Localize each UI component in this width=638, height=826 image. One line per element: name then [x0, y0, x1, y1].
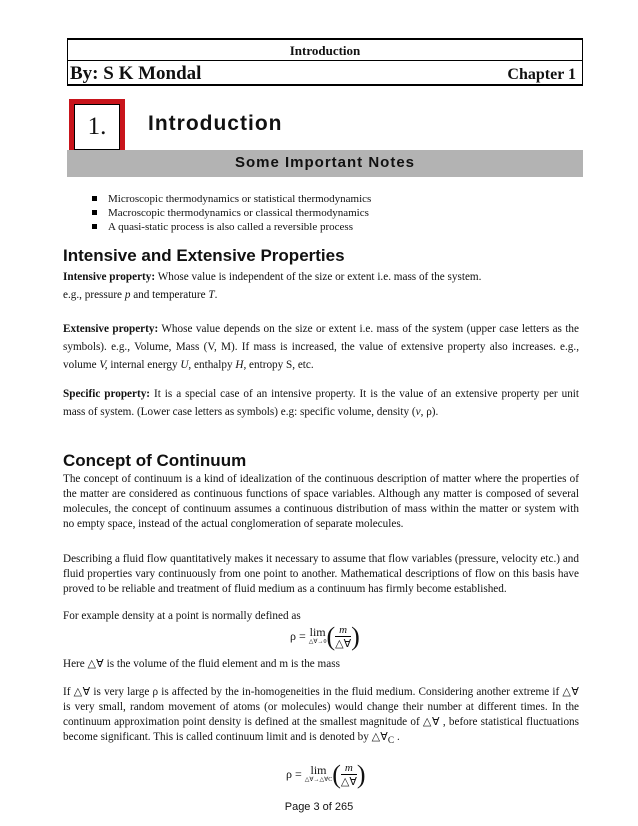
list-item: Macroscopic thermodynamics or classical thermodynamics — [90, 206, 371, 220]
header-chapter: Chapter 1 — [507, 66, 576, 83]
notes-banner — [67, 150, 583, 177]
list-item: A quasi-static process is also called a reversible process — [90, 220, 371, 234]
specific-paragraph: Specific property: It is a special case of an intensive property. It is the value of an extensive property per unit mass of system. (Lower case letters as symbols) e.g: specific volume, density (v, ρ). — [63, 388, 580, 418]
term: Intensive property: — [63, 271, 156, 283]
extensive-paragraph: Extensive property: Whose value depends on the size or extent i.e. mass of the system (upper case letters as the symbols). e.g., Volume, Mass (V, M). If mass is increased, the value of extensive property also increases. e.g., volume V, internal energy U, enthalpy H, entropy S, etc. — [63, 323, 579, 371]
chapter-title: Introduction — [148, 112, 283, 135]
header-author: By: S K Mondal — [70, 63, 202, 84]
term: Extensive property: — [63, 323, 159, 335]
notes-list — [90, 192, 371, 234]
page-header — [67, 38, 583, 86]
section-heading: Concept of Continuum — [63, 451, 247, 470]
chapter-number-badge — [69, 99, 125, 155]
density-formula: ρ = lim △∀→0 ( $\frac{m}{\triangle\forall}$ ) — [290, 622, 360, 651]
continuum-limit-paragraph: If △∀ is very large ρ is affected by the in-homogeneities in the fluid medium. Considering another extreme if △∀ is very small, random movement of atoms (or molecules) would change their number at different times. In the continuum approximation point density is defined at the smallest magnitude of △∀ , before statistical fluctuations become significant. This is called continuum limit and is denoted by $\triangle\forall_C$ . — [63, 686, 579, 747]
notes-title: Some Important Notes — [234, 154, 416, 171]
intensive-paragraph: Intensive property: Whose value is independent of the size or extent i.e. mass of the system. e.g., pressure p and temperature T. — [63, 271, 482, 301]
header-divider — [68, 60, 582, 61]
density-intro: For example density at a point is normally defined as — [63, 610, 301, 622]
section-heading: Intensive and Extensive Properties — [63, 246, 345, 265]
chapter-number: 1. — [87, 113, 107, 140]
term: Specific property: — [63, 388, 151, 400]
continuum-paragraph: The concept of continuum is a kind of idealization of the continuous description of matter where the properties of the matter are considered as continuous functions of space variables. Although any matter is composed of several molecules, the concept of continuum assumes a continuous distribution of mass within the matter or system with no empty space, instead of the actual conglomeration of separate molecules. — [63, 473, 579, 530]
continuum-density-formula: ρ = lim △∀→△∀C ( $\frac{m}{\triangle\forall}$ ) — [286, 760, 366, 789]
volume-paragraph: Here △∀ is the volume of the fluid element and m is the mass — [63, 658, 340, 670]
list-item: Microscopic thermodynamics or statistical thermodynamics — [90, 192, 371, 206]
fluid-flow-paragraph: Describing a fluid flow quantitatively makes it necessary to assume that flow variables (pressure, velocity etc.) and fluid properties vary continuously from one point to another. Mathematical descriptions of flow on this basis have proved to be reliable and treatment of fluid medium as a continuum has firmly become established. — [63, 553, 579, 595]
page-number: Page 3 of 265 — [284, 801, 354, 813]
header-topic: Introduction — [289, 43, 361, 58]
